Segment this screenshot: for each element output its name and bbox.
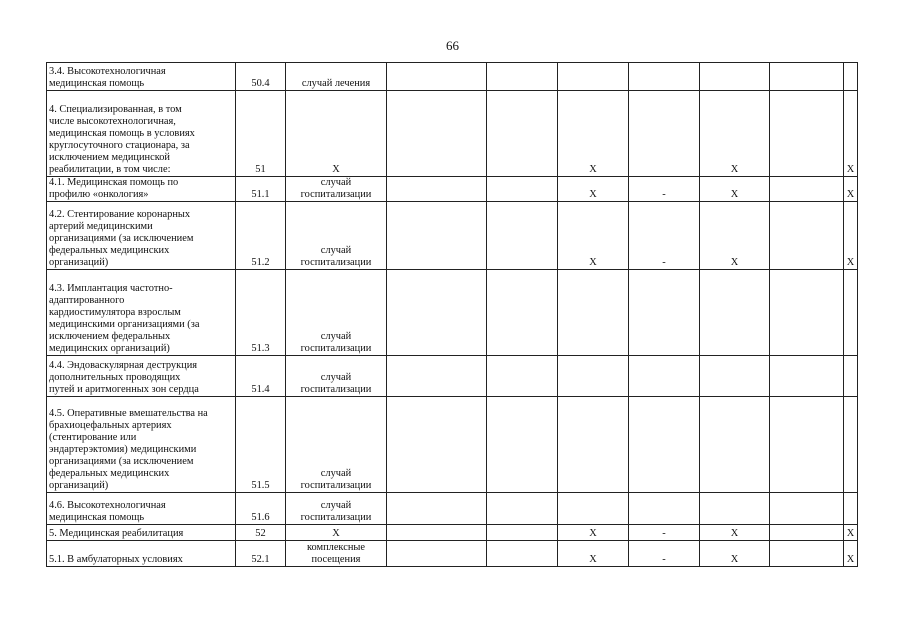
row-number: 51.4 [236, 356, 286, 397]
value-cell [629, 63, 700, 91]
row-unit: случай госпитализации [286, 177, 387, 202]
value-cell [487, 91, 558, 177]
value-cell [700, 270, 770, 356]
row-number: 51.6 [236, 493, 286, 525]
row-unit: случай госпитализации [286, 397, 387, 493]
value-cell [487, 541, 558, 567]
table-row [47, 270, 858, 356]
table-row [47, 63, 858, 91]
value-cell [844, 270, 858, 356]
row-number: 51.2 [236, 202, 286, 270]
value-cell [700, 493, 770, 525]
value-cell [629, 356, 700, 397]
value-cell: X [700, 91, 770, 177]
value-cell [770, 177, 844, 202]
row-number: 51.3 [236, 270, 286, 356]
value-cell [770, 63, 844, 91]
value-cell [487, 63, 558, 91]
value-cell [700, 63, 770, 91]
table-row [47, 177, 858, 202]
value-cell: X [700, 202, 770, 270]
value-cell [487, 202, 558, 270]
value-cell: X [700, 177, 770, 202]
value-cell: X [844, 91, 858, 177]
row-number: 52 [236, 525, 286, 541]
value-cell [558, 356, 629, 397]
value-cell: X [700, 541, 770, 567]
value-cell [387, 541, 487, 567]
value-cell: X [844, 525, 858, 541]
value-cell [387, 63, 487, 91]
value-cell [558, 270, 629, 356]
value-cell [770, 397, 844, 493]
value-cell [558, 397, 629, 493]
page-number: 66 [446, 38, 459, 53]
row-name: 4.2. Стентирование коронарных артерий медицинскими организациями (за исключением федеральных медицинских организаций) [47, 202, 236, 270]
value-cell [387, 270, 487, 356]
value-cell [487, 356, 558, 397]
row-name: 4.6. Высокотехнологичная медицинская помощь [47, 493, 236, 525]
value-cell [387, 356, 487, 397]
value-cell [844, 63, 858, 91]
value-cell: - [629, 177, 700, 202]
value-cell [387, 91, 487, 177]
table-row [47, 541, 858, 567]
value-cell [770, 525, 844, 541]
value-cell [387, 397, 487, 493]
value-cell [387, 202, 487, 270]
row-name: 4.5. Оперативные вмешательства на брахиоцефальных артериях (стентирование или эндартерэктомия) медицинскими организациями (за исключением федеральных медицинских организаций) [47, 397, 236, 493]
value-cell [844, 356, 858, 397]
row-unit: X [286, 525, 387, 541]
row-unit: случай лечения [286, 63, 387, 91]
value-cell: - [629, 202, 700, 270]
value-cell [770, 91, 844, 177]
table-row [47, 202, 858, 270]
value-cell [629, 493, 700, 525]
table-row [47, 493, 858, 525]
value-cell [700, 397, 770, 493]
value-cell: X [558, 525, 629, 541]
value-cell [629, 270, 700, 356]
value-cell [770, 493, 844, 525]
row-name: 4.1. Медицинская помощь по профилю «онкология» [47, 177, 236, 202]
row-name: 4.4. Эндоваскулярная деструкция дополнительных проводящих путей и аритмогенных зон сердца [47, 356, 236, 397]
row-unit: комплексные посещения [286, 541, 387, 567]
value-cell: X [558, 177, 629, 202]
table-row [47, 525, 858, 541]
value-cell: X [844, 541, 858, 567]
value-cell [629, 91, 700, 177]
value-cell: X [844, 177, 858, 202]
row-number: 51 [236, 91, 286, 177]
value-cell [770, 270, 844, 356]
value-cell [487, 397, 558, 493]
row-number: 52.1 [236, 541, 286, 567]
value-cell: X [558, 202, 629, 270]
row-name: 4.3. Имплантация частотно- адаптированного кардиостимулятора взрослым медицинскими организациями (за исключением федеральных медицинских организаций) [47, 270, 236, 356]
row-number: 51.5 [236, 397, 286, 493]
table-body [47, 63, 858, 567]
row-name: 4. Специализированная, в том числе высокотехнологичная, медицинская помощь в условиях круглосуточного стационара, за исключением медицинской реабилитации, в том числе: [47, 91, 236, 177]
row-unit: случай госпитализации [286, 202, 387, 270]
value-cell: X [844, 202, 858, 270]
value-cell: X [558, 91, 629, 177]
value-cell [387, 493, 487, 525]
table-row [47, 91, 858, 177]
row-number: 50.4 [236, 63, 286, 91]
value-cell [844, 397, 858, 493]
value-cell: X [558, 541, 629, 567]
row-name: 5. Медицинская реабилитация [47, 525, 236, 541]
value-cell [770, 541, 844, 567]
value-cell [770, 356, 844, 397]
value-cell [487, 270, 558, 356]
value-cell: - [629, 525, 700, 541]
table-row [47, 356, 858, 397]
value-cell [558, 493, 629, 525]
row-unit: случай госпитализации [286, 270, 387, 356]
value-cell [844, 493, 858, 525]
value-cell: - [629, 541, 700, 567]
value-cell: X [700, 525, 770, 541]
value-cell [487, 525, 558, 541]
row-unit: X [286, 91, 387, 177]
value-cell [629, 397, 700, 493]
row-unit: случай госпитализации [286, 493, 387, 525]
value-cell [700, 356, 770, 397]
value-cell [487, 493, 558, 525]
table-row [47, 397, 858, 493]
row-unit: случай госпитализации [286, 356, 387, 397]
row-name: 5.1. В амбулаторных условиях [47, 541, 236, 567]
value-cell [770, 202, 844, 270]
value-cell [387, 525, 487, 541]
value-cell [558, 63, 629, 91]
value-cell [387, 177, 487, 202]
row-name: 3.4. Высокотехнологичная медицинская помощь [47, 63, 236, 91]
rates-table [46, 62, 858, 567]
value-cell [487, 177, 558, 202]
row-number: 51.1 [236, 177, 286, 202]
